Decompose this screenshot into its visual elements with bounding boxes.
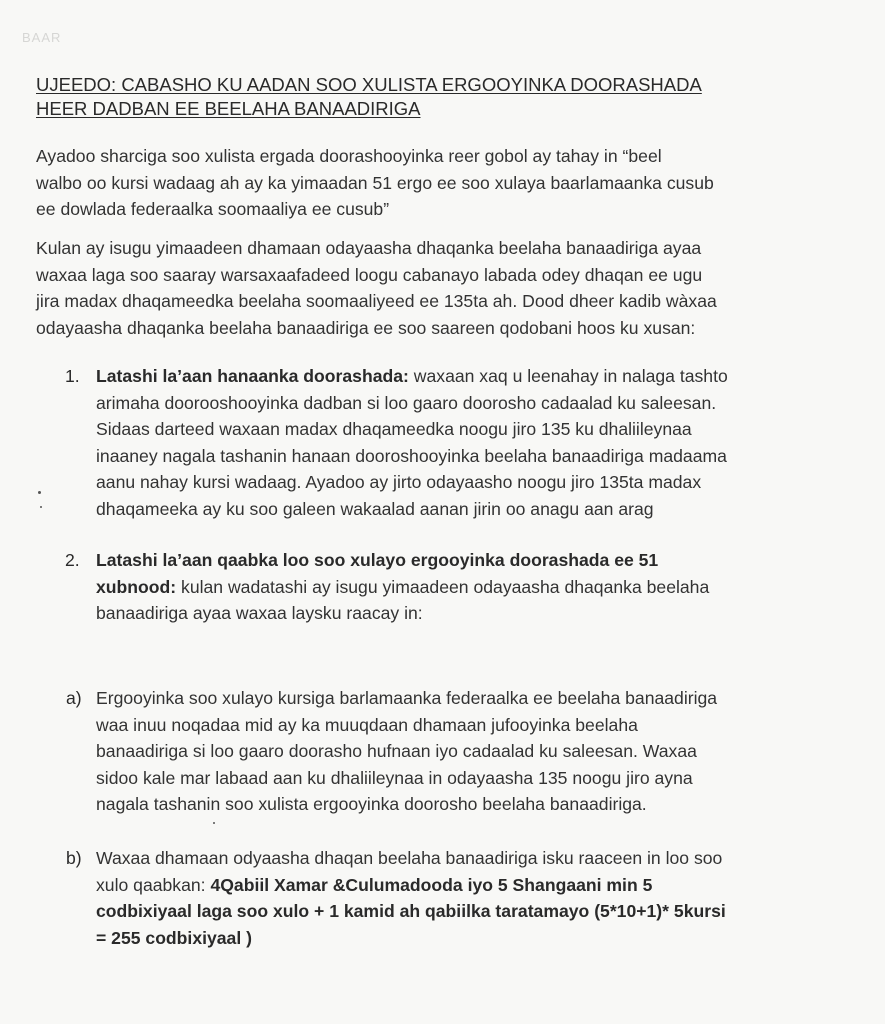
list-item-text: waxaan xaq u leenahay in nalaga tashto arimaha doorooshooyinka dadban si loo gaaro doorosho cadaalad ku saleesan. Sidaas darteed waxaan madax dhaqameedka noogu jiro 135 ku dhaliileynaa inaaney nagala tashanin hanaan dooroshooyinka beelaha banaadiriga madaama aanu nahay kursi wadaag. Ayadoo ay jirto odayaasho noogu jiro 135ta madax dhaqameeka ay ku soo galeen wakaalad aanan jirin oo anagu aan arag bbox=[96, 366, 728, 519]
list-item-body bbox=[96, 547, 846, 627]
sub-item-bold-text: 4Qabiil Xamar &Culumadooda iyo 5 Shangaani min 5 codbixiyaal laga soo xulo + 1 kamid ah qabiilka taratamayo (5*10+1)* 5kursi = 255 codbixiyaal ) bbox=[96, 874, 726, 948]
meeting-paragraph: Kulan ay isugu yimaadeen dhamaan odayaasha dhaqanka beelaha banaadiriga ayaa waxaa laga soo saaray warsaxaafadeed loogu cabanayo labada odey dhaqan ee ugu jira madax dhaqameedka beelaha soomaaliyeed ee 135ta ah. Dood dheer kadib wàxaa odayaasha dhaqanka beelaha banaadiriga ee soo saareen qodobani hoos ku xusan: bbox=[36, 238, 717, 338]
list-item-number: 2. bbox=[65, 550, 80, 570]
intro-paragraph: Ayadoo sharciga soo xulista ergada doorashooyinka reer gobol ay tahay in “beel walbo oo kursi wadaag ah ay ka yimaadan 51 ergo ee soo xulaya baarlamaanka cusub ee dowlada federaalka soomaaliya ee cusub” bbox=[36, 146, 714, 219]
list-item-number: 1. bbox=[65, 366, 80, 386]
sub-item-body bbox=[96, 845, 846, 951]
document-title: UJEEDO: CABASHO KU AADAN SOO XULISTA ERGOOYINKA DOORASHADA HEER DADBAN EE BEELAHA BANAADIRIGA bbox=[36, 74, 702, 119]
sub-item-label: b) bbox=[66, 848, 82, 868]
list-item-heading: Latashi la’aan hanaanka doorashada: bbox=[96, 366, 409, 386]
sub-item-text: Ergooyinka soo xulayo kursiga barlamaanka federaalka ee beelaha banaadiriga waa inuu noqadaa mid ay ka muuqdaan dhamaan jufooyinka beelaha banaadiriga si loo gaaro doorasho hufnaan iyo cadaalad ku saleesan. Waxaa sidoo kale mar labaad aan ku dhaliileynaa in odayaasha 135 noogu jiro ayna nagala tashanin soo xulista ergooyinka doorosho beelaha banaadiriga. bbox=[96, 688, 718, 814]
list-item-heading: Latashi la’aan qaabka loo soo xulayo ergooyinka doorashada ee 51 xubnood: bbox=[96, 550, 659, 597]
list-item-text: kulan wadatashi ay isugu yimaadeen odayaasha dhaqanka beelaha banaadiriga ayaa waxaa laysku raacay in: bbox=[96, 576, 710, 623]
faint-header-bleed: BAAR bbox=[22, 30, 62, 45]
scan-speck bbox=[40, 506, 42, 508]
scan-speck bbox=[38, 491, 41, 494]
sub-item-text: Waxaa dhamaan odyaasha dhaqan beelaha banaadiriga isku raaceen in loo soo xulo qaabkan: bbox=[96, 848, 723, 895]
scan-speck bbox=[213, 822, 215, 824]
list-item-body bbox=[96, 363, 846, 522]
sub-item-label: a) bbox=[66, 688, 82, 708]
